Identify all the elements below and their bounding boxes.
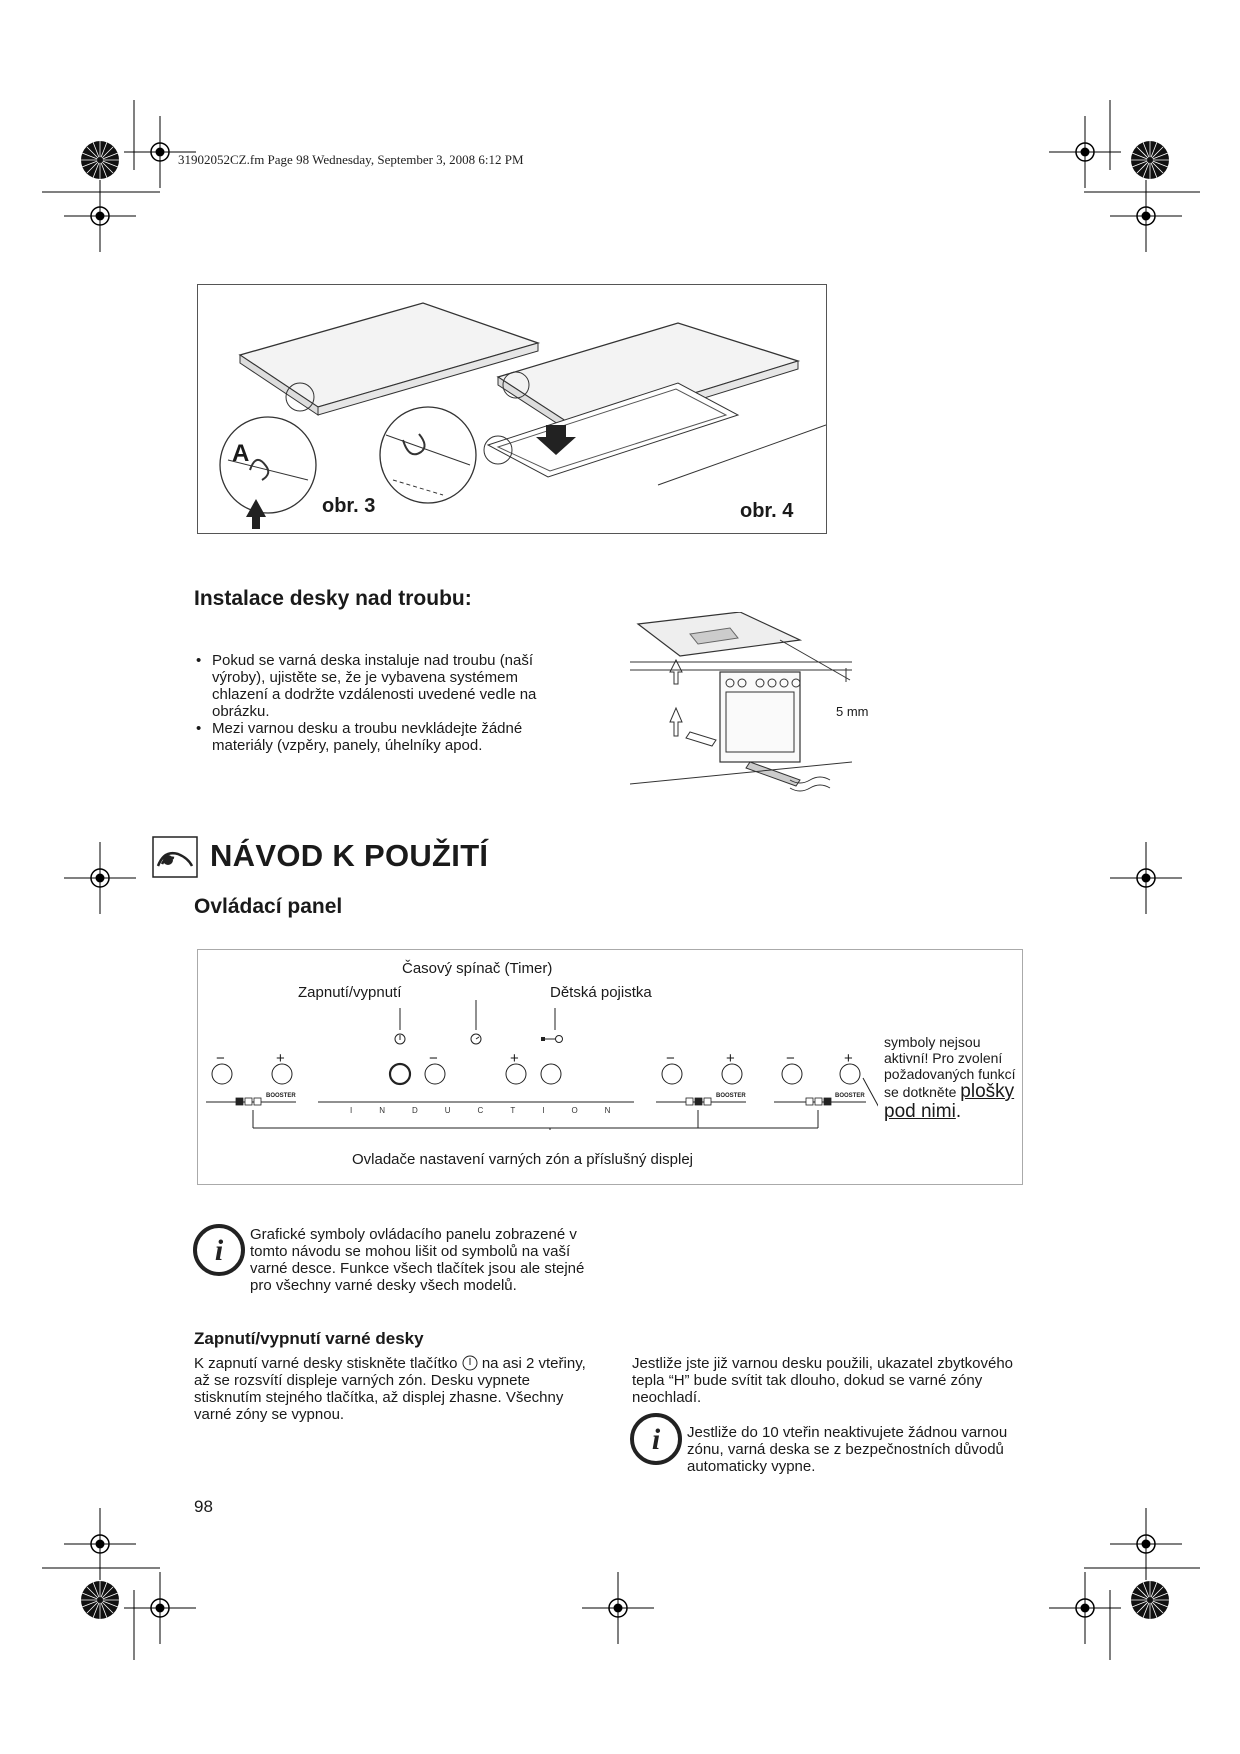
svg-text:i: i — [214, 1234, 224, 1267]
svg-text:i: i — [651, 1423, 661, 1456]
page-number: 98 — [194, 1497, 213, 1516]
induction-label: INDUCTION — [350, 1106, 638, 1115]
oven-ventilation-illustration — [630, 612, 852, 792]
minus-label-4: − — [786, 1050, 795, 1067]
side-note-end: . — [955, 1101, 962, 1122]
info-note-symbols: Grafické symboly ovládacího panelu zobrazené v tomto návodu se mohou lišit od symbolů na vaší varné desce. Funkce všech tlačítek jsou ale stejné pro všechny varné desky všech modelů. — [250, 1226, 585, 1294]
minus-label-3: − — [666, 1050, 675, 1067]
onoff-text-a: K zapnutí varné desky stiskněte tlačítko — [194, 1355, 458, 1372]
label-a: A — [232, 440, 250, 467]
timer-label: Časový spínač (Timer) — [402, 960, 553, 977]
distance-label: 5 mm — [836, 704, 869, 719]
plus-label-4: + — [844, 1050, 853, 1067]
onoff-title: Zapnutí/vypnutí varné desky — [194, 1329, 424, 1348]
child-lock-label: Dětská pojistka — [550, 984, 652, 1001]
minus-label-2: − — [429, 1050, 438, 1067]
info-note-auto-off: Jestliže do 10 vteřin neaktivujete žádnou varnou zónu, varná deska se z bezpečnostních důvodů automaticky vypne. — [687, 1424, 1008, 1475]
power-button-icon — [462, 1355, 478, 1371]
onoff-text-b: na asi 2 vteřiny, až se rozsvítí displeje varných zón. Desku vypnete stisknutím stejného tlačítka, až displej zhasne. Všechny varné zóny se vypnou. — [194, 1355, 586, 1423]
side-note-text: symboly nejsou aktivní! Pro zvolení požadovaných funkcí se dotkněte — [884, 1034, 1016, 1100]
file-header-line: 31902052CZ.fm Page 98 Wednesday, September 3, 2008 6:12 PM — [178, 152, 524, 167]
minus-label-1: − — [216, 1050, 225, 1067]
installation-figure-box — [197, 284, 827, 534]
plus-label-2: + — [510, 1050, 519, 1067]
figure-label-obr3: obr. 3 — [322, 495, 376, 517]
side-note-link: plošky pod nimi — [884, 1081, 1015, 1122]
timer-icon — [471, 1034, 481, 1044]
key-icon — [541, 1036, 563, 1043]
control-panel-box — [197, 949, 1023, 1185]
residual-heat-text: Jestliže jste již varnou desku použili, ukazatel zbytkového tepla “H” bude svítit tak dlouho, dokud se varné zóny neochladí. — [632, 1355, 1014, 1406]
plus-label-1: + — [276, 1050, 285, 1067]
power-icon — [395, 1034, 405, 1044]
booster-label-2: BOOSTER — [716, 1093, 746, 1099]
controls-bottom-label: Ovladače nastavení varných zón a příslušný displej — [352, 1151, 694, 1168]
install-bullets — [194, 652, 574, 754]
install-title: Instalace desky nad troubu: — [194, 587, 472, 610]
figure-label-obr4: obr. 4 — [740, 500, 794, 522]
onoff-label: Zapnutí/vypnutí — [298, 984, 402, 1001]
install-bullet-2: • Mezi varnou desku a troubu nevkládejte žádné materiály (vzpěry, panely, úhelníky apod. — [212, 720, 574, 754]
onoff-text — [194, 1355, 594, 1423]
panel-side-note — [884, 1034, 1020, 1122]
info-icon-2 — [630, 1413, 682, 1465]
hob-clamp-illustration — [198, 285, 826, 533]
control-panel-title: Ovládací panel — [194, 895, 343, 918]
info-icon — [193, 1224, 245, 1276]
usage-title: NÁVOD K POUŽITÍ — [210, 838, 489, 873]
booster-label-1: BOOSTER — [266, 1093, 296, 1099]
plus-label-3: + — [726, 1050, 735, 1067]
install-bullet-1: • Pokud se varná deska instaluje nad troubu (naší výroby), ujistěte se, že je vybavena systémem chlazení a dodržte vzdálenosti uvedené vedle na obrázku. — [212, 652, 574, 720]
hand-touch-icon — [152, 836, 198, 878]
booster-label-3: BOOSTER — [835, 1093, 865, 1099]
